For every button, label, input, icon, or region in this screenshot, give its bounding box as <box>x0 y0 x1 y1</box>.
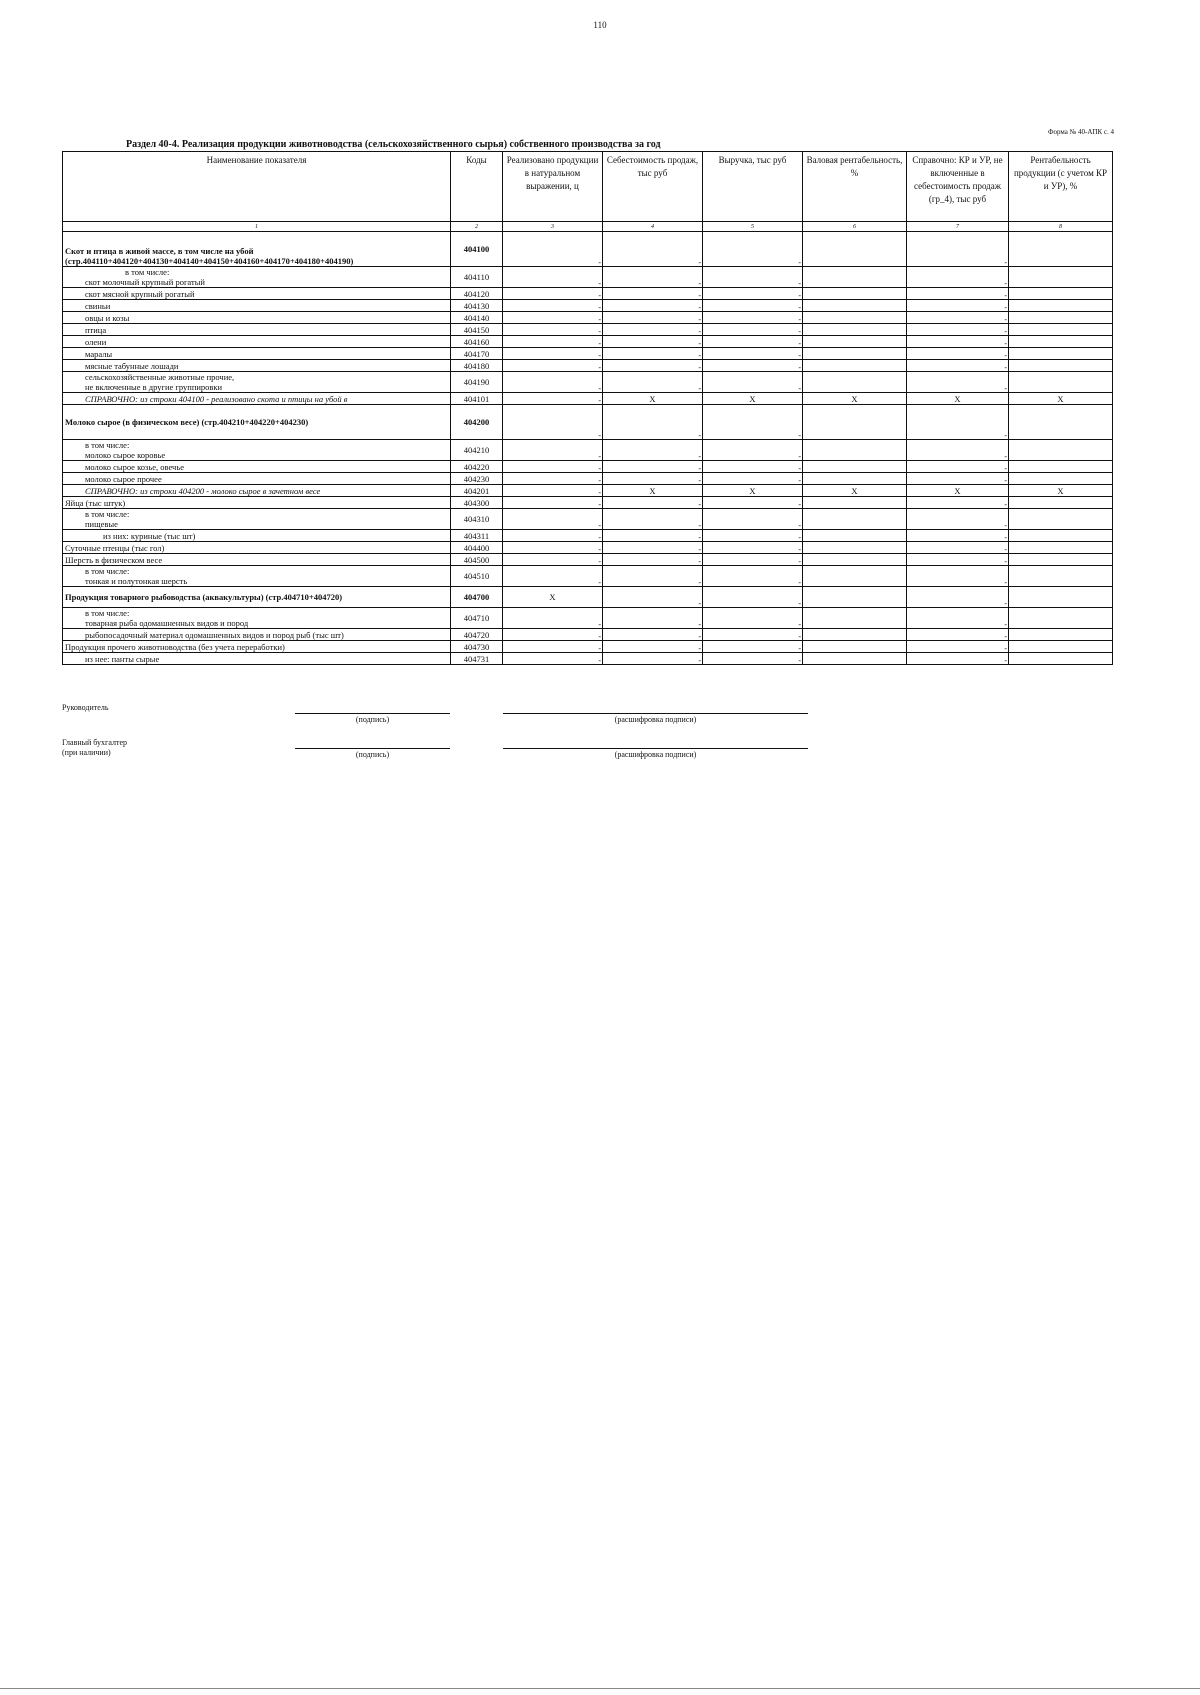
input-cell[interactable] <box>503 629 603 641</box>
table-row <box>63 372 1113 393</box>
row-name: Скот и птица в живой массе, в том числе на убой (стр.404110+404120+404130+404140+404150+404160+404170+404180+404190) <box>63 232 451 267</box>
input-cell[interactable] <box>1009 473 1113 485</box>
row-name: СПРАВОЧНО: из строки 404100 - реализовано скота и птицы на убой в <box>63 393 451 405</box>
row-name: Яйца (тыс штук) <box>63 497 451 509</box>
row-code: 404510 <box>451 566 503 587</box>
table-row <box>63 348 1113 360</box>
input-cell[interactable] <box>503 288 603 300</box>
row-code: 404720 <box>451 629 503 641</box>
table-row <box>63 509 1113 530</box>
input-cell[interactable] <box>907 509 1009 530</box>
row-code: 404311 <box>451 530 503 542</box>
input-cell[interactable] <box>803 405 907 440</box>
row-name: из них: куриные (тыс шт) <box>63 530 451 542</box>
column-number: 8 <box>1009 222 1113 232</box>
livestock-sales-table <box>62 151 1113 665</box>
row-name: Шерсть в физическом весе <box>63 554 451 566</box>
input-cell[interactable] <box>907 566 1009 587</box>
input-cell[interactable] <box>703 641 803 653</box>
input-cell[interactable] <box>803 566 907 587</box>
row-code: 404220 <box>451 461 503 473</box>
table-row <box>63 587 1113 608</box>
row-code: 404201 <box>451 485 503 497</box>
row-name: СПРАВОЧНО: из строки 404200 - молоко сырое в зачетном весе <box>63 485 451 497</box>
row-code: 404101 <box>451 393 503 405</box>
input-cell[interactable] <box>703 608 803 629</box>
input-cell[interactable] <box>703 461 803 473</box>
input-cell[interactable] <box>907 312 1009 324</box>
input-cell[interactable] <box>907 587 1009 608</box>
input-cell[interactable] <box>803 608 907 629</box>
input-cell[interactable] <box>907 461 1009 473</box>
input-cell[interactable] <box>907 473 1009 485</box>
row-code: 404230 <box>451 473 503 485</box>
column-number: 6 <box>803 222 907 232</box>
row-name: в том числе: пищевые <box>63 509 451 530</box>
input-cell[interactable] <box>803 554 907 566</box>
row-name: молоко сырое прочее <box>63 473 451 485</box>
input-cell[interactable] <box>907 641 1009 653</box>
input-cell[interactable] <box>503 336 603 348</box>
table-row <box>63 566 1113 587</box>
row-code: 404160 <box>451 336 503 348</box>
input-cell[interactable] <box>703 336 803 348</box>
input-cell[interactable] <box>703 566 803 587</box>
row-code: 404200 <box>451 405 503 440</box>
row-name: из нее: панты сырые <box>63 653 451 665</box>
row-name: маралы <box>63 348 451 360</box>
scan-edge <box>0 1688 1200 1689</box>
row-name: молоко сырое козье, овечье <box>63 461 451 473</box>
row-name: Молоко сырое (в физическом весе) (стр.404210+404220+404230) <box>63 405 451 440</box>
input-cell[interactable] <box>503 566 603 587</box>
input-cell[interactable] <box>803 372 907 393</box>
row-code: 404150 <box>451 324 503 336</box>
head-decoding-caption: (расшифровка подписи) <box>614 715 697 724</box>
input-cell[interactable] <box>1009 300 1113 312</box>
input-cell[interactable] <box>907 497 1009 509</box>
input-cell[interactable] <box>907 288 1009 300</box>
input-cell[interactable] <box>603 336 703 348</box>
input-cell[interactable] <box>503 485 603 497</box>
chief-accountant-note: (при наличии) <box>62 748 111 757</box>
input-cell[interactable] <box>803 336 907 348</box>
row-name: олени <box>63 336 451 348</box>
table-row <box>63 300 1113 312</box>
input-cell[interactable] <box>703 360 803 372</box>
table-row <box>63 336 1113 348</box>
input-cell[interactable] <box>603 288 703 300</box>
row-name: скот мясной крупный рогатый <box>63 288 451 300</box>
input-cell[interactable] <box>1009 566 1113 587</box>
input-cell[interactable] <box>603 554 703 566</box>
input-cell[interactable] <box>1009 372 1113 393</box>
input-cell[interactable] <box>803 587 907 608</box>
row-name: Продукция товарного рыбоводства (аквакультуры) (стр.404710+404720) <box>63 587 451 608</box>
form-code: Форма № 40-АПК с. 4 <box>1047 128 1114 136</box>
table-row <box>63 608 1113 629</box>
input-cell[interactable] <box>503 324 603 336</box>
input-cell[interactable] <box>803 324 907 336</box>
row-name: овцы и козы <box>63 312 451 324</box>
row-code: 404180 <box>451 360 503 372</box>
input-cell[interactable] <box>603 267 703 288</box>
input-cell[interactable] <box>703 554 803 566</box>
accountant-signature-line[interactable] <box>295 748 450 749</box>
accountant-decoding-caption: (расшифровка подписи) <box>614 750 697 759</box>
input-cell[interactable] <box>603 348 703 360</box>
input-cell[interactable] <box>1009 542 1113 554</box>
table-row <box>63 473 1113 485</box>
input-cell[interactable] <box>803 509 907 530</box>
input-cell[interactable] <box>603 461 703 473</box>
input-cell[interactable] <box>907 232 1009 267</box>
input-cell[interactable] <box>603 405 703 440</box>
row-name: в том числе: молоко сырое коровье <box>63 440 451 461</box>
input-cell[interactable] <box>503 461 603 473</box>
input-cell[interactable] <box>1009 608 1113 629</box>
x-mark: X <box>1009 485 1113 497</box>
input-cell[interactable] <box>1009 440 1113 461</box>
input-cell[interactable] <box>803 232 907 267</box>
row-name: свиньи <box>63 300 451 312</box>
input-cell[interactable] <box>603 629 703 641</box>
x-mark: X <box>503 587 603 608</box>
input-cell[interactable] <box>503 348 603 360</box>
row-code: 404310 <box>451 509 503 530</box>
input-cell[interactable] <box>1009 653 1113 665</box>
row-code: 404731 <box>451 653 503 665</box>
input-cell[interactable] <box>503 497 603 509</box>
table-row <box>63 461 1113 473</box>
x-mark: X <box>703 485 803 497</box>
input-cell[interactable] <box>1009 641 1113 653</box>
row-code: 404170 <box>451 348 503 360</box>
input-cell[interactable] <box>803 360 907 372</box>
input-cell[interactable] <box>703 232 803 267</box>
input-cell[interactable] <box>603 530 703 542</box>
input-cell[interactable] <box>503 312 603 324</box>
input-cell[interactable] <box>703 587 803 608</box>
row-code: 404110 <box>451 267 503 288</box>
row-name: Продукция прочего животноводства (без учета переработки) <box>63 641 451 653</box>
input-cell[interactable] <box>1009 232 1113 267</box>
header-col6: Валовая рентабельность, % <box>803 152 907 222</box>
row-code: 404120 <box>451 288 503 300</box>
input-cell[interactable] <box>907 530 1009 542</box>
table-row <box>63 554 1113 566</box>
input-cell[interactable] <box>503 608 603 629</box>
input-cell[interactable] <box>907 440 1009 461</box>
input-cell[interactable] <box>1009 405 1113 440</box>
input-cell[interactable] <box>503 232 603 267</box>
input-cell[interactable] <box>907 542 1009 554</box>
table-row <box>63 360 1113 372</box>
header-name: Наименование показателя <box>63 152 451 222</box>
column-number: 2 <box>451 222 503 232</box>
input-cell[interactable] <box>603 473 703 485</box>
row-name: в том числе: скот молочный крупный рогатый <box>63 267 451 288</box>
input-cell[interactable] <box>603 608 703 629</box>
input-cell[interactable] <box>703 509 803 530</box>
input-cell[interactable] <box>503 530 603 542</box>
input-cell[interactable] <box>703 473 803 485</box>
input-cell[interactable] <box>503 372 603 393</box>
input-cell[interactable] <box>803 542 907 554</box>
input-cell[interactable] <box>703 348 803 360</box>
input-cell[interactable] <box>503 509 603 530</box>
header-col7: Справочно: КР и УР, не включенные в себестоимость продаж (гр_4), тыс руб <box>907 152 1009 222</box>
row-name: в том числе: тонкая и полутонкая шерсть <box>63 566 451 587</box>
input-cell[interactable] <box>1009 554 1113 566</box>
input-cell[interactable] <box>803 440 907 461</box>
row-code: 404710 <box>451 608 503 629</box>
x-mark: X <box>703 393 803 405</box>
row-name: сельскохозяйственные животные прочие, не включенные в другие группировки <box>63 372 451 393</box>
input-cell[interactable] <box>703 312 803 324</box>
page-number: 110 <box>593 20 607 30</box>
input-cell[interactable] <box>907 348 1009 360</box>
input-cell[interactable] <box>907 360 1009 372</box>
table-row <box>63 641 1113 653</box>
header-row <box>63 152 1113 222</box>
head-signature-caption: (подпись) <box>355 715 390 724</box>
input-cell[interactable] <box>703 324 803 336</box>
x-mark: X <box>603 393 703 405</box>
row-name: птица <box>63 324 451 336</box>
input-cell[interactable] <box>603 566 703 587</box>
input-cell[interactable] <box>503 360 603 372</box>
input-cell[interactable] <box>1009 530 1113 542</box>
input-cell[interactable] <box>703 372 803 393</box>
row-code: 404130 <box>451 300 503 312</box>
row-name: в том числе: товарная рыба одомашненных видов и пород <box>63 608 451 629</box>
input-cell[interactable] <box>603 300 703 312</box>
x-mark: X <box>803 393 907 405</box>
input-cell[interactable] <box>803 641 907 653</box>
table-row <box>63 629 1113 641</box>
input-cell[interactable] <box>603 641 703 653</box>
table-row <box>63 393 1113 405</box>
table-row <box>63 267 1113 288</box>
input-cell[interactable] <box>703 530 803 542</box>
input-cell[interactable] <box>703 542 803 554</box>
input-cell[interactable] <box>703 288 803 300</box>
input-cell[interactable] <box>1009 288 1113 300</box>
input-cell[interactable] <box>803 629 907 641</box>
accountant-decoding-line[interactable] <box>503 748 808 749</box>
input-cell[interactable] <box>1009 587 1113 608</box>
table-row <box>63 440 1113 461</box>
column-number: 7 <box>907 222 1009 232</box>
input-cell[interactable] <box>503 440 603 461</box>
input-cell[interactable] <box>907 336 1009 348</box>
header-col8: Рентабельность продукции (с учетом КР и УР), % <box>1009 152 1113 222</box>
table-row <box>63 530 1113 542</box>
accountant-signature-caption: (подпись) <box>355 750 390 759</box>
table-row <box>63 288 1113 300</box>
x-mark: X <box>603 485 703 497</box>
input-cell[interactable] <box>1009 497 1113 509</box>
column-number-row <box>63 222 1113 232</box>
input-cell[interactable] <box>803 288 907 300</box>
input-cell[interactable] <box>603 509 703 530</box>
input-cell[interactable] <box>503 641 603 653</box>
input-cell[interactable] <box>503 473 603 485</box>
header-col4: Себестоимость продаж, тыс руб <box>603 152 703 222</box>
input-cell[interactable] <box>1009 461 1113 473</box>
input-cell[interactable] <box>907 372 1009 393</box>
input-cell[interactable] <box>1009 324 1113 336</box>
x-mark: X <box>1009 393 1113 405</box>
row-code: 404190 <box>451 372 503 393</box>
row-code: 404140 <box>451 312 503 324</box>
row-name: рыбопосадочный материал одомашненных видов и пород рыб (тыс шт) <box>63 629 451 641</box>
x-mark: X <box>803 485 907 497</box>
column-number: 1 <box>63 222 451 232</box>
input-cell[interactable] <box>603 232 703 267</box>
input-cell[interactable] <box>1009 348 1113 360</box>
input-cell[interactable] <box>1009 509 1113 530</box>
head-label: Руководитель <box>62 703 109 712</box>
input-cell[interactable] <box>703 405 803 440</box>
input-cell[interactable] <box>1009 312 1113 324</box>
column-number: 5 <box>703 222 803 232</box>
input-cell[interactable] <box>907 629 1009 641</box>
row-code: 404300 <box>451 497 503 509</box>
input-cell[interactable] <box>1009 336 1113 348</box>
row-code: 404210 <box>451 440 503 461</box>
input-cell[interactable] <box>503 542 603 554</box>
row-code: 404400 <box>451 542 503 554</box>
table-row <box>63 542 1113 554</box>
table-row <box>63 405 1113 440</box>
input-cell[interactable] <box>907 267 1009 288</box>
input-cell[interactable] <box>603 324 703 336</box>
input-cell[interactable] <box>603 653 703 665</box>
input-cell[interactable] <box>603 312 703 324</box>
head-signature-line[interactable] <box>295 713 450 714</box>
head-decoding-line[interactable] <box>503 713 808 714</box>
input-cell[interactable] <box>603 440 703 461</box>
input-cell[interactable] <box>503 653 603 665</box>
table-row <box>63 485 1113 497</box>
table-row <box>63 232 1113 267</box>
input-cell[interactable] <box>803 300 907 312</box>
row-code: 404700 <box>451 587 503 608</box>
row-name: Суточные птенцы (тыс гол) <box>63 542 451 554</box>
section-title: Раздел 40-4. Реализация продукции животноводства (сельскохозяйственного сырья) собственного производства за год <box>126 139 661 150</box>
input-cell[interactable] <box>703 653 803 665</box>
input-cell[interactable] <box>603 542 703 554</box>
input-cell[interactable] <box>803 530 907 542</box>
input-cell[interactable] <box>503 267 603 288</box>
input-cell[interactable] <box>803 653 907 665</box>
input-cell[interactable] <box>603 497 703 509</box>
row-name: мясные табунные лошади <box>63 360 451 372</box>
x-mark: X <box>907 393 1009 405</box>
table-row <box>63 653 1113 665</box>
input-cell[interactable] <box>703 300 803 312</box>
input-cell[interactable] <box>703 497 803 509</box>
column-number: 3 <box>503 222 603 232</box>
header-codes: Коды <box>451 152 503 222</box>
input-cell[interactable] <box>907 324 1009 336</box>
row-code: 404730 <box>451 641 503 653</box>
row-code: 404500 <box>451 554 503 566</box>
input-cell[interactable] <box>703 267 803 288</box>
table-row <box>63 497 1113 509</box>
header-col5: Выручка, тыс руб <box>703 152 803 222</box>
input-cell[interactable] <box>503 300 603 312</box>
input-cell[interactable] <box>803 497 907 509</box>
input-cell[interactable] <box>703 629 803 641</box>
column-number: 4 <box>603 222 703 232</box>
table-row <box>63 324 1113 336</box>
input-cell[interactable] <box>907 608 1009 629</box>
input-cell[interactable] <box>1009 267 1113 288</box>
input-cell[interactable] <box>503 405 603 440</box>
input-cell[interactable] <box>703 440 803 461</box>
row-code: 404100 <box>451 232 503 267</box>
input-cell[interactable] <box>603 360 703 372</box>
input-cell[interactable] <box>1009 629 1113 641</box>
input-cell[interactable] <box>503 554 603 566</box>
input-cell[interactable] <box>603 372 703 393</box>
input-cell[interactable] <box>803 348 907 360</box>
x-mark: X <box>907 485 1009 497</box>
input-cell[interactable] <box>907 653 1009 665</box>
input-cell[interactable] <box>1009 360 1113 372</box>
input-cell[interactable] <box>803 473 907 485</box>
input-cell[interactable] <box>803 461 907 473</box>
table-row <box>63 312 1113 324</box>
input-cell[interactable] <box>907 300 1009 312</box>
input-cell[interactable] <box>803 267 907 288</box>
input-cell[interactable] <box>907 554 1009 566</box>
input-cell[interactable] <box>503 393 603 405</box>
header-col3: Реализовано продукции в натуральном выражении, ц <box>503 152 603 222</box>
input-cell[interactable] <box>907 405 1009 440</box>
chief-accountant-label: Главный бухгалтер <box>62 738 127 747</box>
input-cell[interactable] <box>603 587 703 608</box>
input-cell[interactable] <box>803 312 907 324</box>
